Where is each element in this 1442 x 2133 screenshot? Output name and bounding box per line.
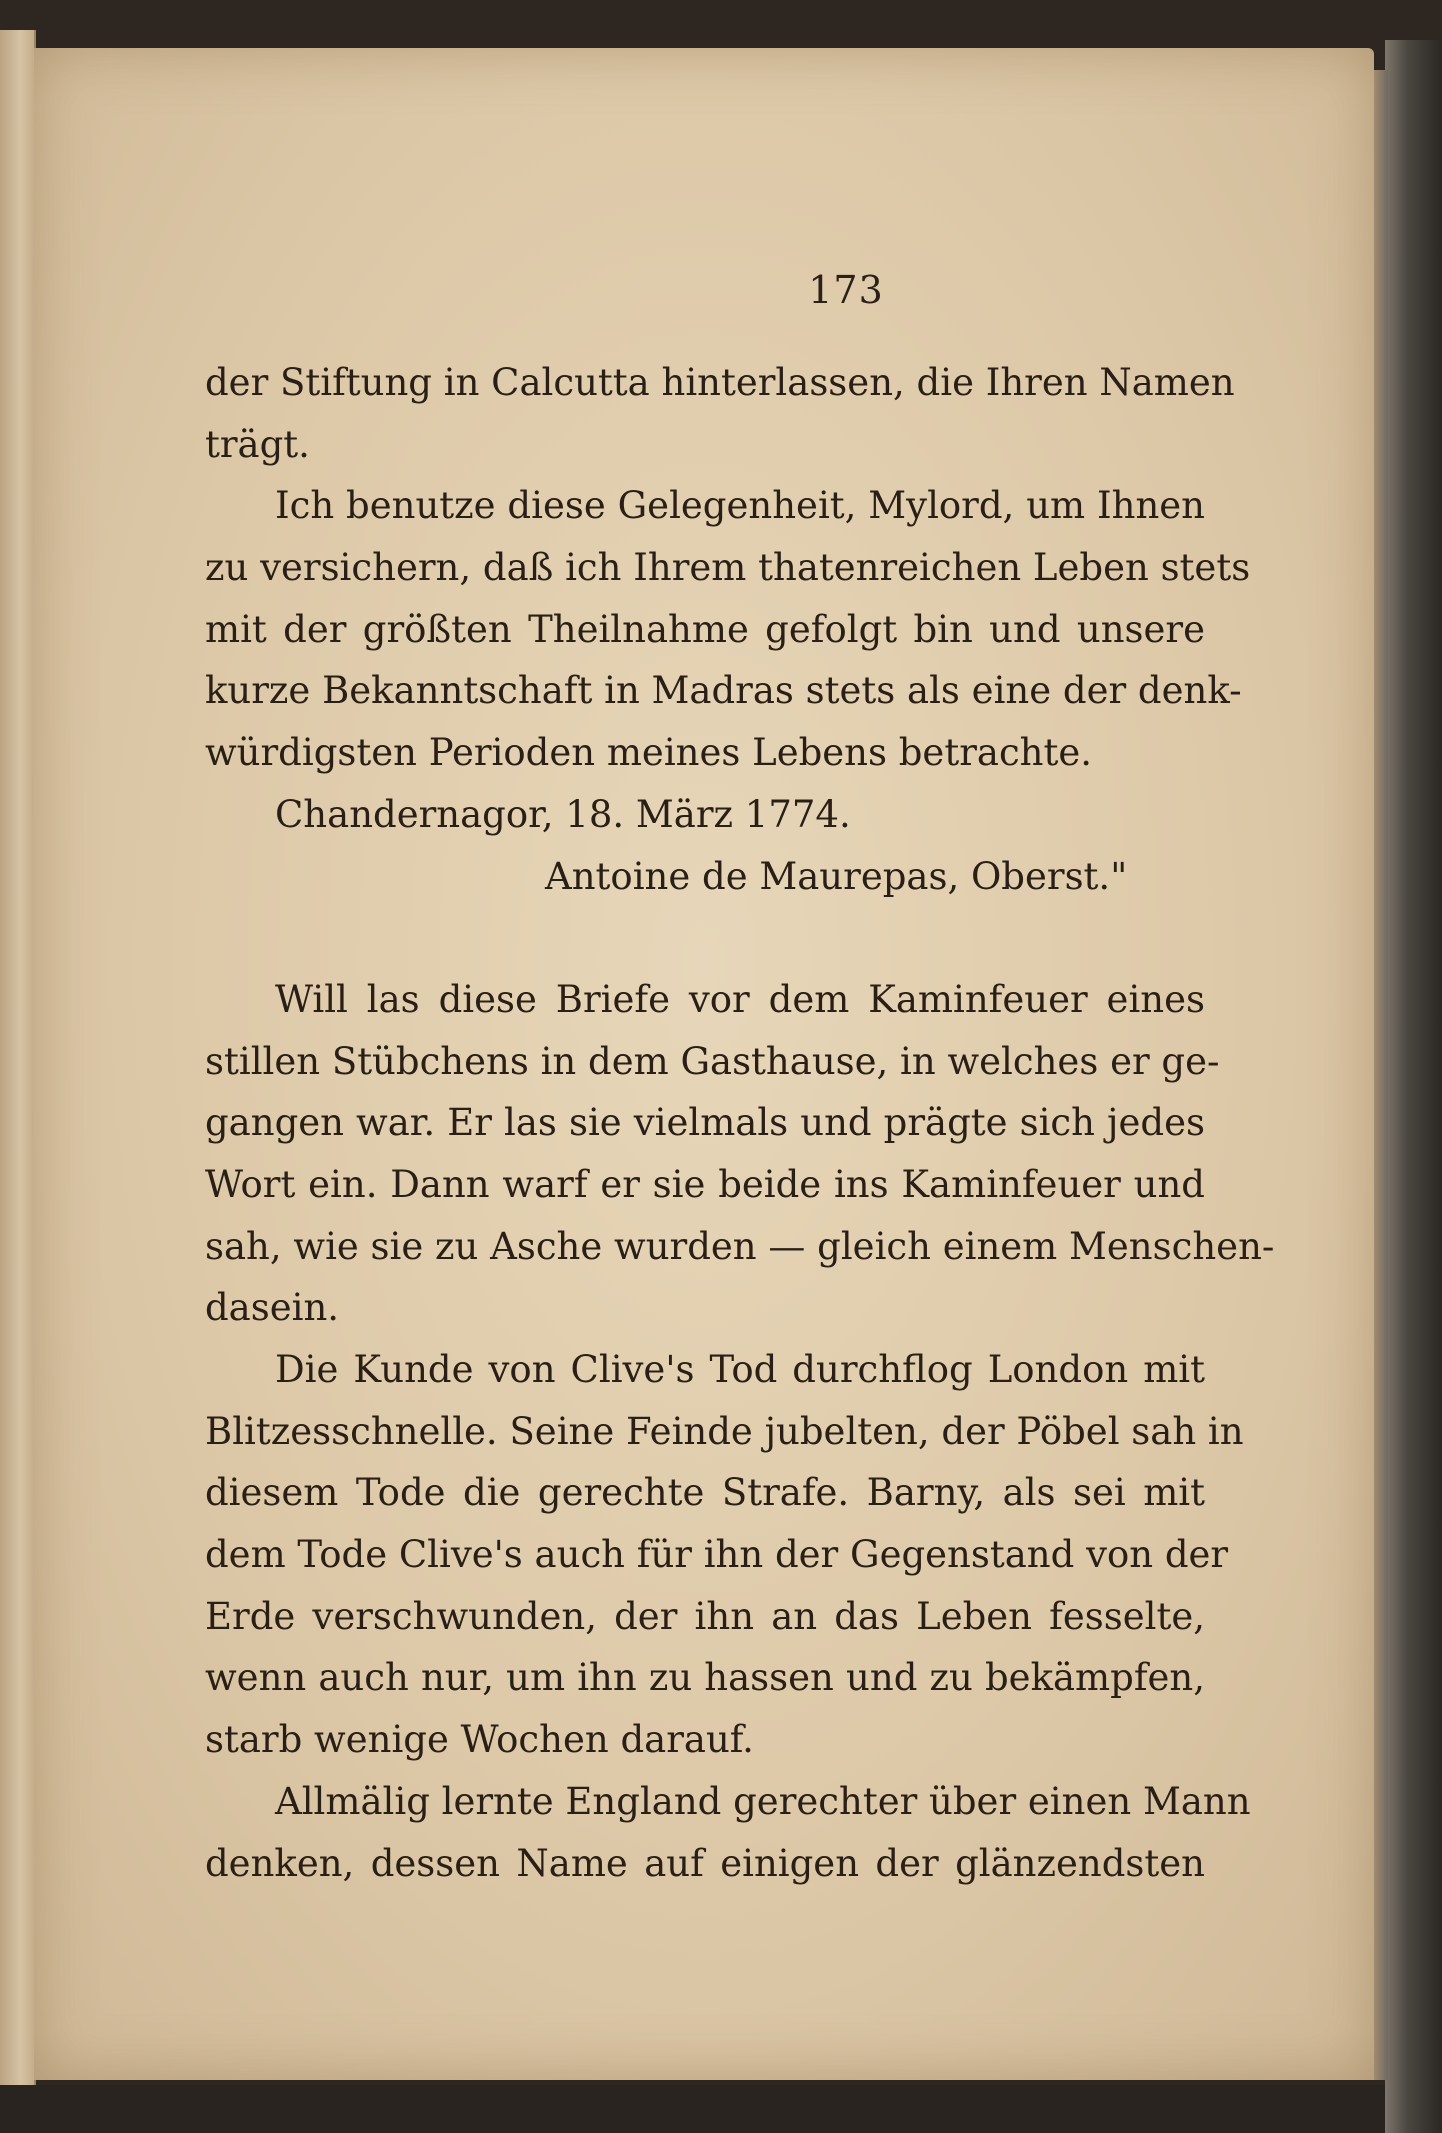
text-line-content: Allmälig lernte England gerechter über einen Mann bbox=[275, 1779, 1251, 1823]
text-line bbox=[205, 414, 1205, 476]
text-line-content: Blitzesschnelle. Seine Feinde jubelten, der Pöbel sah in bbox=[205, 1409, 1244, 1453]
text-line bbox=[205, 1586, 1205, 1648]
text-line-content: Die Kunde von Clive's Tod durchflog London mit bbox=[275, 1348, 1205, 1391]
text-line bbox=[205, 1092, 1205, 1154]
text-line bbox=[205, 1216, 1275, 1278]
text-line-content: Wort ein. Dann warf er sie beide ins Kaminfeuer und bbox=[205, 1162, 1205, 1206]
text-line bbox=[205, 1524, 1229, 1586]
text-line-content: stillen Stübchens in dem Gasthause, in welches er ge- bbox=[205, 1039, 1220, 1083]
book-spine bbox=[0, 30, 36, 2090]
text-line bbox=[205, 352, 1235, 414]
page-number: 173 bbox=[808, 268, 884, 312]
text-line-content: starb wenige Wochen darauf. bbox=[205, 1718, 754, 1762]
text-line bbox=[205, 722, 1205, 784]
text-line-content: mit der größten Theilnahme gefolgt bin und unsere bbox=[205, 607, 1205, 651]
text-line-content: zu versichern, daß ich Ihrem thatenreichen Leben stets bbox=[205, 546, 1251, 590]
text-line-content: Ich benutze diese Gelegenheit, Mylord, um Ihnen bbox=[275, 484, 1205, 528]
text-line bbox=[205, 1833, 1205, 1895]
text-line bbox=[205, 1462, 1205, 1524]
text-line-content: dasein. bbox=[205, 1286, 340, 1330]
text-line-content: Antoine de Maurepas, Oberst." bbox=[545, 854, 1128, 898]
text-line bbox=[205, 1339, 1205, 1401]
text-line bbox=[205, 1031, 1220, 1093]
text-line bbox=[205, 784, 1205, 846]
text-line bbox=[205, 1647, 1205, 1709]
text-line-content: trägt. bbox=[205, 422, 310, 466]
text-line-content: gangen war. Er las sie vielmals und prägte sich jedes bbox=[205, 1101, 1205, 1145]
page-text bbox=[205, 352, 1275, 1894]
text-line bbox=[205, 846, 1205, 908]
book-cover-bottom bbox=[0, 2085, 1442, 2133]
text-line bbox=[205, 1401, 1244, 1463]
text-line-content: dem Tode Clive's auch für ihn der Gegenstand von der bbox=[205, 1533, 1229, 1577]
text-line-content: würdigsten Perioden meines Lebens betrachte. bbox=[205, 731, 1093, 775]
text-line-content bbox=[205, 907, 1205, 969]
text-line bbox=[205, 1277, 1205, 1339]
text-line bbox=[205, 969, 1205, 1031]
text-line bbox=[205, 599, 1205, 661]
text-line-content: wenn auch nur, um ihn zu hassen und zu bekämpfen, bbox=[205, 1656, 1205, 1700]
text-line bbox=[205, 1709, 1205, 1771]
text-line bbox=[205, 1154, 1205, 1216]
text-line-content: Will las diese Briefe vor dem Kaminfeuer eines bbox=[275, 977, 1205, 1021]
text-line-content: diesem Tode die gerechte Strafe. Barny, als sei mit bbox=[205, 1471, 1205, 1515]
text-line-content: denken, dessen Name auf einigen der glänzendsten bbox=[205, 1841, 1205, 1885]
text-line bbox=[205, 907, 1205, 969]
text-line-content: sah, wie sie zu Asche wurden — gleich einem Menschen- bbox=[205, 1224, 1275, 1268]
text-line-content: der Stiftung in Calcutta hinterlassen, die Ihren Namen bbox=[205, 361, 1235, 404]
text-line bbox=[205, 660, 1242, 722]
text-line bbox=[205, 1771, 1251, 1833]
text-line-content: kurze Bekanntschaft in Madras stets als eine der denk- bbox=[205, 669, 1242, 713]
text-line bbox=[205, 475, 1205, 537]
text-line-content: Erde verschwunden, der ihn an das Leben fesselte, bbox=[205, 1594, 1205, 1638]
book-cover-edge bbox=[1385, 40, 1442, 2133]
text-line bbox=[205, 537, 1251, 599]
text-line-content: Chandernagor, 18. März 1774. bbox=[275, 792, 851, 836]
